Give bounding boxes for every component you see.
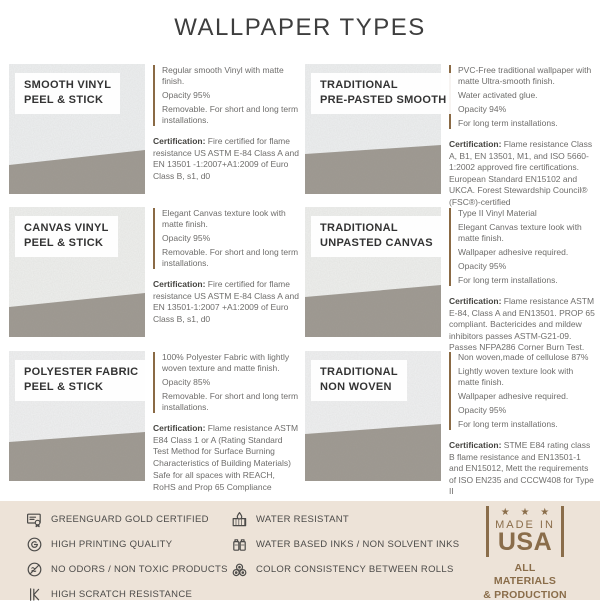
panel-title: TRADITIONAL NON WOVEN: [311, 360, 407, 401]
footer-feature-label: HIGH SCRATCH RESISTANCE: [51, 589, 193, 600]
footer-feature-label: HIGH PRINTING QUALITY: [51, 539, 173, 550]
panel-text: [153, 64, 299, 194]
panel-title: TRADITIONAL UNPASTED CANVAS: [311, 216, 442, 257]
panel-title: CANVAS VINYL PEEL & STICK: [15, 216, 118, 257]
footer-features-bar: [0, 501, 600, 600]
footer-middle-column: [231, 507, 459, 582]
footer-feature-label: COLOR CONSISTENCY BETWEEN ROLLS: [256, 564, 454, 575]
badge-subtitle: ALL MATERIALS & PRODUCTION: [483, 561, 567, 602]
panel-certification: Certification: STME E84 rating class B flame resistance and EN13501-1 and EN15012, Mett the requirements of ISO EN235 and CCCW408 for Type II: [449, 440, 594, 497]
printing-quality-icon: [26, 536, 43, 553]
footer-feature-label: WATER RESISTANT: [256, 514, 349, 525]
wallpaper-sample-image: [9, 207, 145, 337]
panel-title: TRADITIONAL PRE-PASTED SMOOTH: [311, 73, 456, 114]
scratch-resistance-icon: [26, 586, 43, 603]
panel-title: POLYESTER FABRIC PEEL & STICK: [15, 360, 147, 401]
badge-usa-text: USA: [497, 528, 553, 556]
wallpaper-sample-image: [305, 351, 441, 481]
panel-traditional-pre-pasted-smooth: [305, 64, 595, 208]
panel-features: PVC-Free traditional wallpaper with matte Ultra-smooth finish. Water activated glue. Opacity 94% For long term installations.: [449, 65, 595, 129]
water-resistant-icon: [231, 511, 248, 528]
panel-text: [449, 207, 595, 354]
water-based-inks-icon: [231, 536, 248, 553]
made-in-usa-box: [486, 506, 564, 557]
wallpaper-sample-image: [9, 64, 145, 194]
footer-feature-row: [26, 557, 228, 582]
panel-certification: Certification: Flame resistance Class A, B1, EN 13501, M1, and ISO 5660-1:2002 approved fire certifications. European Standard EN15102 and UKCA. Forest Stewardship Council® (FSC®)-certified: [449, 139, 593, 207]
panel-features: Type II Vinyl Material Elegant Canvas texture look with matte finish. Wallpaper adhesive required. Opacity 95% For long term installations.: [449, 208, 595, 286]
panel-text: [153, 207, 299, 337]
panel-title: SMOOTH VINYL PEEL & STICK: [15, 73, 120, 114]
footer-feature-label: WATER BASED INKS / NON SOLVENT INKS: [256, 539, 460, 550]
panel-polyester-fabric-peel-stick: [9, 351, 299, 493]
panel-features: Elegant Canvas texture look with matte finish. Opacity 95% Removable. For short and long term installations.: [153, 208, 299, 269]
greenguard-certificate-icon: [26, 511, 43, 528]
badge-made-in-text: MADE IN: [495, 519, 555, 531]
panel-traditional-non-woven: [305, 351, 595, 498]
footer-feature-row: [231, 532, 459, 557]
footer-feature-label: NO ODORS / NON TOXIC PRODUCTS: [51, 564, 228, 575]
wallpaper-sample-image: [305, 207, 441, 337]
panel-canvas-vinyl-peel-stick: [9, 207, 299, 337]
color-consistency-icon: [231, 561, 248, 578]
panel-features: 100% Polyester Fabric with lightly woven texture and matte finish. Opacity 85% Removable. For short and long term installations.: [153, 352, 299, 413]
panel-certification: Certification: Flame resistance ASTM E84 Class 1 or A (Rating Standard Test Method for Surface Burning Characteristics of Building Materials) Safe for all spaces with REACH, RoHS and Prop 65 Compliance: [153, 423, 299, 492]
footer-feature-label: GREENGUARD GOLD CERTIFIED: [51, 514, 209, 525]
panel-text: [153, 351, 299, 493]
footer-feature-row: [26, 532, 228, 557]
made-in-usa-badge: [483, 506, 567, 603]
panel-traditional-unpasted-canvas: [305, 207, 595, 354]
panel-certification-extra: Safe for all spaces with REACH, RoHS and Prop 65 Compliance: [153, 470, 275, 492]
footer-feature-row: [26, 582, 228, 607]
panel-text: [449, 351, 595, 498]
wallpaper-sample-image: [9, 351, 145, 481]
footer-left-column: [26, 507, 228, 607]
footer-feature-row: [231, 557, 459, 582]
page-title: WALLPAPER TYPES: [174, 14, 426, 41]
panel-certification: Certification: Fire certified for flame resistance US ASTM E-84 Class A and EN 13501 -1:2007+A1:2009 of Euro Class B, s1, d0: [153, 136, 299, 181]
panel-smooth-vinyl-peel-stick: [9, 64, 299, 194]
panel-certification: Certification: Fire certified for flame resistance US ASTM E-84 Class A and EN 13501-1:2007 +A1:2009 of Euro Class B, s1, d0: [153, 279, 299, 324]
panel-text: [449, 64, 595, 208]
footer-feature-row: [231, 507, 459, 532]
panel-features: Non woven,made of cellulose 87% Lightly woven texture look with matte finish. Wallpaper adhesive required. Opacity 95% For long term installations.: [449, 352, 595, 430]
footer-feature-row: [26, 507, 228, 532]
panel-certification: Certification: Flame resistance ASTM E-84, Class A and EN13501. PROP 65 compliant. Bactericides and mildew inhibitors passes ASTM-G21-09. Passes NFPA286 Corner Burn Test.: [449, 296, 595, 353]
no-odors-icon: [26, 561, 43, 578]
panel-features: Regular smooth Vinyl with matte finish. Opacity 95% Removable. For short and long term installations.: [153, 65, 299, 126]
wallpaper-sample-image: [305, 64, 447, 194]
badge-stars: ★ ★ ★: [500, 507, 554, 518]
